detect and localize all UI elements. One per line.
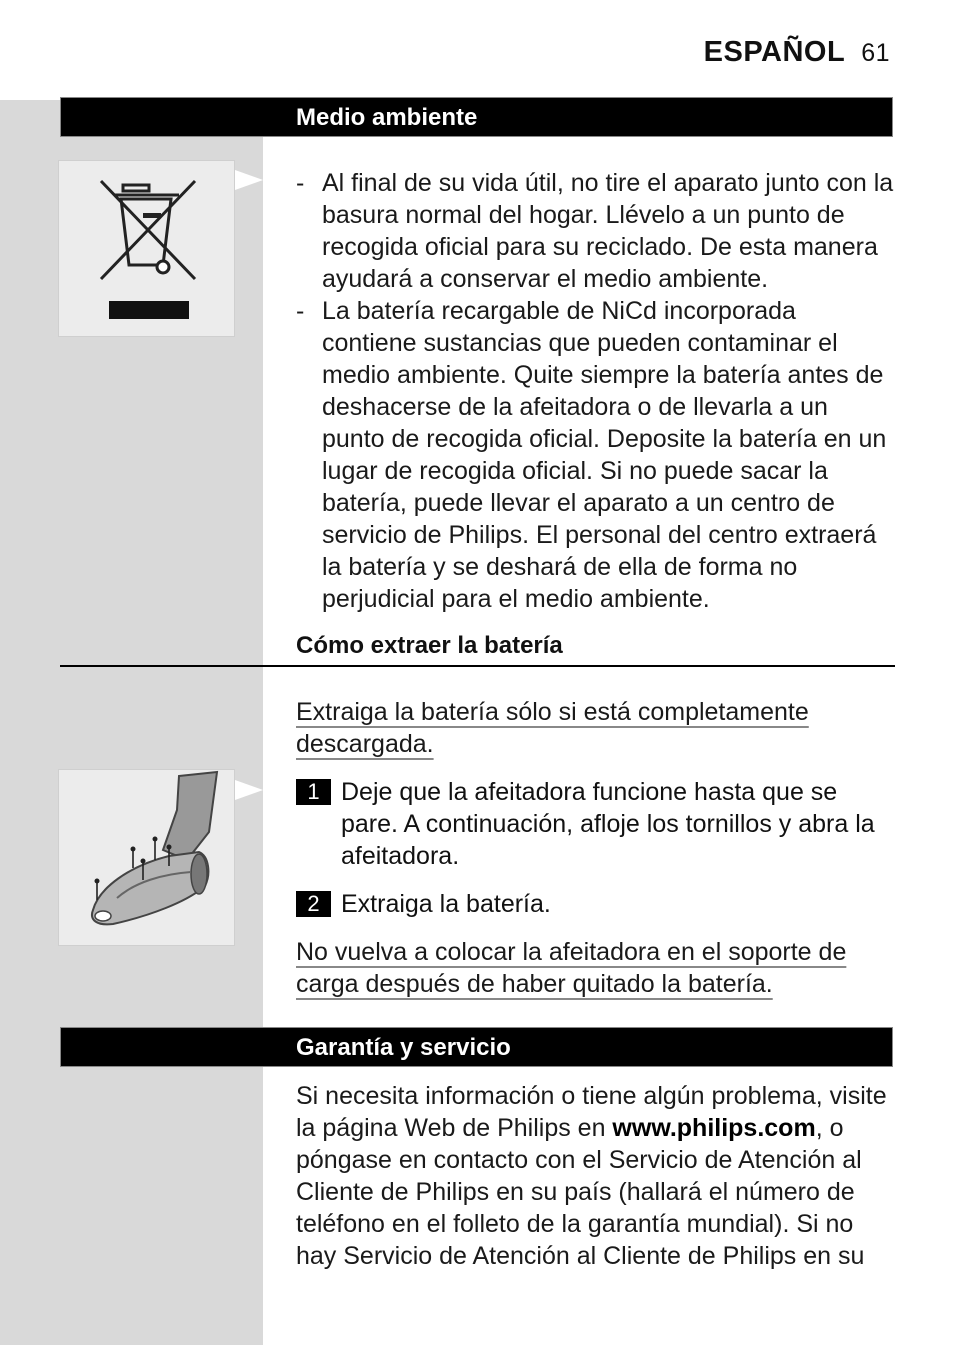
section-bar-warranty	[60, 1027, 893, 1067]
battery-section-title: Cómo extraer la batería	[296, 632, 563, 659]
warranty-text-part2: , o póngase en contacto con el Servicio de Atención al Cliente de Philips en su país (hallará el número de teléfono en el folleto de la garantía mundial). Si no hay Servicio de Atención al Cliente de Philips en su	[296, 1114, 865, 1270]
warranty-text-part1: Si necesita información o tiene algún problema, visite la página Web de Philips en	[296, 1082, 887, 1142]
step-number-badge: 1	[296, 779, 331, 805]
battery-step-1	[296, 776, 896, 872]
page-number: 61	[861, 39, 890, 67]
battery-section-rule	[60, 665, 895, 667]
environment-bullet: - La batería recargable de NiCd incorporada contiene sustancias que pueden contaminar el medio ambiente. Quite siempre la batería antes de deshacerse de la afeitadora o de llevarla a un punto de recogida oficial. Deposite la batería en un lugar de recogida oficial. Si no puede sacar la batería, puede llevar el aparato a un centro de servicio de Philips. El personal del centro extraerá la batería y se deshará de ella de forma no perjudicial para el medio ambiente.	[296, 295, 896, 615]
section-bar-environment	[60, 97, 893, 137]
battery-warning-bottom	[296, 936, 896, 1000]
environment-text	[296, 167, 896, 615]
recycle-illustration	[58, 160, 235, 337]
shaver-illustration	[58, 769, 235, 946]
battery-warning-bottom-text: No vuelva a colocar la afeitadora en el soporte de carga después de haber quitado la batería.	[296, 938, 847, 998]
step-text: Deje que la afeitadora funcione hasta que se pare. A continuación, afloje los tornillos y abra la afeitadora.	[341, 778, 875, 870]
environment-bullet-list	[296, 167, 896, 615]
step-number-badge: 2	[296, 891, 331, 917]
section-title-warranty: Garantía y servicio	[296, 1034, 511, 1061]
section-title-environment: Medio ambiente	[296, 104, 478, 131]
illustration-pointer	[235, 780, 263, 800]
environment-bullet: - Al final de su vida útil, no tire el aparato junto con la basura normal del hogar. Llévelo a un punto de recogida oficial para su reciclado. De esta manera ayudará a conservar el medio ambiente.	[296, 167, 896, 295]
language-label: ESPAÑOL	[703, 36, 846, 68]
page-header	[600, 36, 890, 69]
step-text: Extraiga la batería.	[341, 890, 551, 918]
shaver-icon	[59, 770, 234, 945]
battery-warning-top	[296, 696, 896, 760]
crossed-out-bin-icon	[59, 161, 234, 336]
battery-warning-top-text: Extraiga la batería sólo si está completamente descargada.	[296, 698, 809, 758]
philips-website-link[interactable]: www.philips.com	[612, 1114, 816, 1142]
battery-step-2	[296, 888, 896, 920]
warranty-text	[296, 1080, 896, 1272]
illustration-pointer	[235, 170, 263, 190]
